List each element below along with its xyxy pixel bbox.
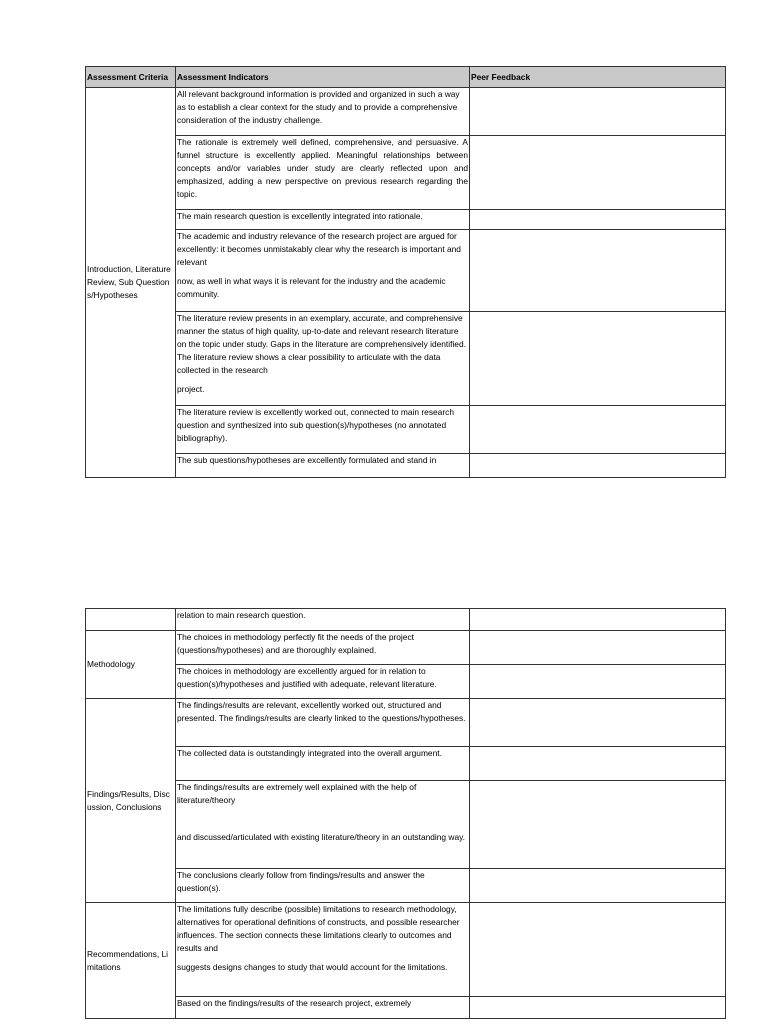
peer-feedback-cell[interactable] — [470, 406, 726, 454]
peer-feedback-cell[interactable] — [470, 136, 726, 210]
indicator-cell: The choices in methodology are excellently argued for in relation to question(s)/hypotheses and justified with adequate, relevant literature. — [176, 665, 470, 699]
indicator-text: The literature review presents in an exemplary, accurate, and comprehensive manner the status of high quality, up-to-date and relevant research literature on the topic under study. Gaps in the literature are comprehensively identified. The literature review shows a clear possibility to articulate with the data collected in the research — [177, 313, 466, 375]
peer-feedback-cell[interactable] — [470, 747, 726, 781]
indicator-text: The academic and industry relevance of the research project are argued for excellently: it becomes unmistakably clear why the research is important and relevant — [177, 231, 461, 267]
indicator-text: The limitations fully describe (possible) limitations to research methodology, alternatives for operational definitions of constructs, and possible researcher influences. The section connects these limitations clearly to outcomes and results and — [177, 904, 460, 953]
criteria-methodology: Methodology — [86, 631, 176, 699]
indicator-cell: The conclusions clearly follow from findings/results and answer the question(s). — [176, 869, 470, 903]
table-row — [86, 454, 726, 478]
indicator-cell: The rationale is extremely well defined, comprehensive, and persuasive. A funnel structure is excellently applied. Meaningful relationships between concepts and/or variables under study are clearly reflected upon and emphasized, adding a new perspective on previous research regarding the topic. — [176, 136, 470, 210]
table-row — [86, 136, 726, 210]
table-row — [86, 631, 726, 665]
criteria-recommendations: Recommendations, Limitations — [86, 903, 176, 1019]
peer-feedback-cell[interactable] — [470, 454, 726, 478]
table-row — [86, 747, 726, 781]
table-row — [86, 869, 726, 903]
indicator-cell: The main research question is excellently integrated into rationale. — [176, 210, 470, 230]
criteria-continuation-cell — [86, 609, 176, 631]
indicator-text: project. — [177, 384, 205, 394]
indicator-cell — [176, 312, 470, 406]
indicator-text: now, as well in what ways it is relevant for the industry and the academic community. — [177, 276, 446, 299]
header-peer-feedback: Peer Feedback — [470, 67, 726, 88]
table-row — [86, 230, 726, 312]
peer-feedback-cell[interactable] — [470, 997, 726, 1019]
peer-feedback-cell[interactable] — [470, 88, 726, 136]
peer-feedback-cell[interactable] — [470, 699, 726, 747]
peer-feedback-cell[interactable] — [470, 312, 726, 406]
peer-feedback-cell[interactable] — [470, 631, 726, 665]
rubric-table-page-2 — [85, 608, 726, 1019]
indicator-cell: The collected data is outstandingly integrated into the overall argument. — [176, 747, 470, 781]
indicator-cell: Based on the findings/results of the research project, extremely — [176, 997, 470, 1019]
header-assessment-indicators: Assessment Indicators — [176, 67, 470, 88]
indicator-cell: The literature review is excellently worked out, connected to main research question and synthesized into sub question(s)/hypotheses (no annotated bibliography). — [176, 406, 470, 454]
indicator-cell — [176, 781, 470, 869]
peer-feedback-cell[interactable] — [470, 903, 726, 997]
header-assessment-criteria: Assessment Criteria — [86, 67, 176, 88]
indicator-text: suggests designs changes to study that would account for the limitations. — [177, 962, 448, 972]
table-row — [86, 312, 726, 406]
table-row — [86, 997, 726, 1019]
peer-feedback-cell[interactable] — [470, 210, 726, 230]
criteria-introduction: Introduction, Literature Review, Sub Questions/Hypotheses — [86, 88, 176, 478]
indicator-text: The findings/results are extremely well explained with the help of literature/theory — [177, 782, 417, 805]
rubric-table-page-1 — [85, 66, 726, 478]
table-row — [86, 609, 726, 631]
indicator-text: and discussed/articulated with existing literature/theory in an outstanding way. — [177, 832, 466, 842]
indicator-cell: All relevant background information is provided and organized in such a way as to establish a clear context for the study and to provide a comprehensive consideration of the industry challenge. — [176, 88, 470, 136]
indicator-cell: The findings/results are relevant, excellently worked out, structured and presented. The findings/results are clearly linked to the questions/hypotheses. — [176, 699, 470, 747]
table-row — [86, 406, 726, 454]
peer-feedback-cell[interactable] — [470, 869, 726, 903]
indicator-cell: The sub questions/hypotheses are excellently formulated and stand in — [176, 454, 470, 478]
table-row — [86, 699, 726, 747]
table-row — [86, 781, 726, 869]
table-row — [86, 88, 726, 136]
peer-feedback-cell[interactable] — [470, 609, 726, 631]
criteria-findings: Findings/Results, Discussion, Conclusions — [86, 699, 176, 903]
peer-feedback-cell[interactable] — [470, 665, 726, 699]
table-row — [86, 665, 726, 699]
table-row — [86, 210, 726, 230]
indicator-cell — [176, 903, 470, 997]
table-row — [86, 903, 726, 997]
indicator-cell: relation to main research question. — [176, 609, 470, 631]
table-header-row — [86, 67, 726, 88]
peer-feedback-cell[interactable] — [470, 781, 726, 869]
peer-feedback-cell[interactable] — [470, 230, 726, 312]
indicator-cell — [176, 230, 470, 312]
indicator-cell: The choices in methodology perfectly fit the needs of the project (questions/hypotheses) and are thoroughly explained. — [176, 631, 470, 665]
